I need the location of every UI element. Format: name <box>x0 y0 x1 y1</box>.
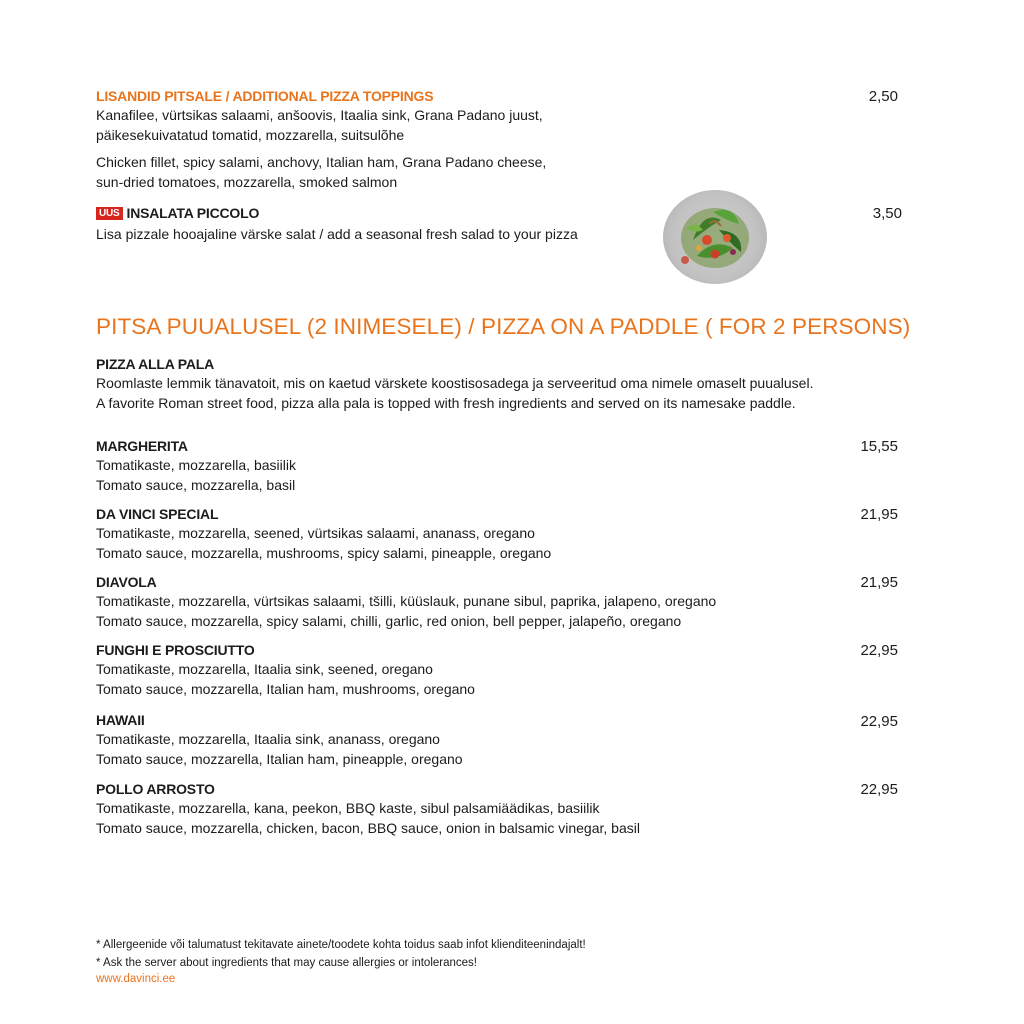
menu-item-pollo-arrosto <box>96 780 836 838</box>
item-desc-et: Tomatikaste, mozzarella, Itaalia sink, ananass, oregano <box>96 731 440 747</box>
item-price-funghi-e-prosciutto: 22,95 <box>860 642 898 659</box>
item-price-margherita: 15,55 <box>860 438 898 455</box>
item-price-da-vinci-special: 21,95 <box>860 506 898 523</box>
item-desc-et: Tomatikaste, mozzarella, vürtsikas salaami, tšilli, küüslauk, punane sibul, paprika, jalapeno, oregano <box>96 593 717 609</box>
insalata-name: INSALATA PICCOLO <box>126 205 260 221</box>
insalata-item <box>96 204 656 244</box>
menu-item-funghi-e-prosciutto <box>96 641 836 699</box>
footer <box>96 936 896 986</box>
salad-image <box>663 190 767 284</box>
menu-item-da-vinci-special <box>96 505 836 563</box>
menu-item-margherita <box>96 437 836 495</box>
intro-en: A favorite Roman street food, pizza alla pala is topped with fresh ingredients and served on its namesake paddle. <box>96 395 796 411</box>
toppings-section <box>96 87 836 192</box>
item-name: HAWAII <box>96 712 145 728</box>
item-desc-et: Tomatikaste, mozzarella, seened, vürtsikas salaami, ananass, oregano <box>96 525 535 541</box>
menu-item-hawaii <box>96 711 836 769</box>
item-desc-en: Tomato sauce, mozzarella, spicy salami, chilli, garlic, red onion, bell pepper, jalapeño, oregano <box>96 613 682 629</box>
paddle-section-heading: PITSA PUUALUSEL (2 INIMESELE) / PIZZA ON A PADDLE ( FOR 2 PERSONS) <box>96 314 911 339</box>
paddle-intro <box>96 355 916 413</box>
toppings-desc-et-2: päikesekuivatatud tomatid, mozzarella, suitsulõhe <box>96 127 405 143</box>
item-name: DA VINCI SPECIAL <box>96 506 219 522</box>
new-badge: UUS <box>96 207 123 220</box>
item-name: FUNGHI E PROSCIUTTO <box>96 642 255 658</box>
insalata-desc: Lisa pizzale hooajaline värske salat / add a seasonal fresh salad to your pizza <box>96 226 578 242</box>
item-desc-en: Tomato sauce, mozzarella, chicken, bacon, BBQ sauce, onion in balsamic vinegar, basil <box>96 820 640 836</box>
website-link[interactable]: www.davinci.ee <box>96 973 176 985</box>
allergy-note-et: * Allergeenide või talumatust tekitavate ainete/toodete kohta toidus saab infot klienditeenindajalt! <box>96 939 586 951</box>
intro-title: PIZZA ALLA PALA <box>96 356 215 372</box>
salad-illustration <box>663 190 767 284</box>
toppings-price: 2,50 <box>868 88 898 105</box>
intro-et: Roomlaste lemmik tänavatoit, mis on kaetud värskete koostisosadega ja serveeritud oma nimele omaselt puualusel. <box>96 375 814 391</box>
item-name: DIAVOLA <box>96 574 157 590</box>
allergy-note-en: * Ask the server about ingredients that may cause allergies or intolerances! <box>96 957 477 969</box>
item-desc-et: Tomatikaste, mozzarella, Itaalia sink, seened, oregano <box>96 661 433 677</box>
item-desc-et: Tomatikaste, mozzarella, kana, peekon, BBQ kaste, sibul palsamiäädikas, basiilik <box>96 800 600 816</box>
item-desc-et: Tomatikaste, mozzarella, basiilik <box>96 457 296 473</box>
item-desc-en: Tomato sauce, mozzarella, Italian ham, pineapple, oregano <box>96 751 463 767</box>
item-desc-en: Tomato sauce, mozzarella, mushrooms, spicy salami, pineapple, oregano <box>96 545 552 561</box>
menu-item-diavola <box>96 573 836 631</box>
item-price-hawaii: 22,95 <box>860 713 898 730</box>
toppings-title: LISANDID PITSALE / ADDITIONAL PIZZA TOPPINGS <box>96 88 434 104</box>
item-price-diavola: 21,95 <box>860 574 898 591</box>
toppings-desc-en-2: sun-dried tomatoes, mozzarella, smoked salmon <box>96 174 398 190</box>
insalata-name-row <box>96 204 656 222</box>
item-price-pollo-arrosto: 22,95 <box>860 781 898 798</box>
toppings-desc-en-1: Chicken fillet, spicy salami, anchovy, Italian ham, Grana Padano cheese, <box>96 154 547 170</box>
insalata-price: 3,50 <box>872 205 902 222</box>
toppings-desc-et-1: Kanafilee, vürtsikas salaami, anšoovis, Itaalia sink, Grana Padano juust, <box>96 107 543 123</box>
item-name: MARGHERITA <box>96 438 188 454</box>
item-desc-en: Tomato sauce, mozzarella, Italian ham, mushrooms, oregano <box>96 681 475 697</box>
item-desc-en: Tomato sauce, mozzarella, basil <box>96 477 296 493</box>
item-name: POLLO ARROSTO <box>96 781 215 797</box>
